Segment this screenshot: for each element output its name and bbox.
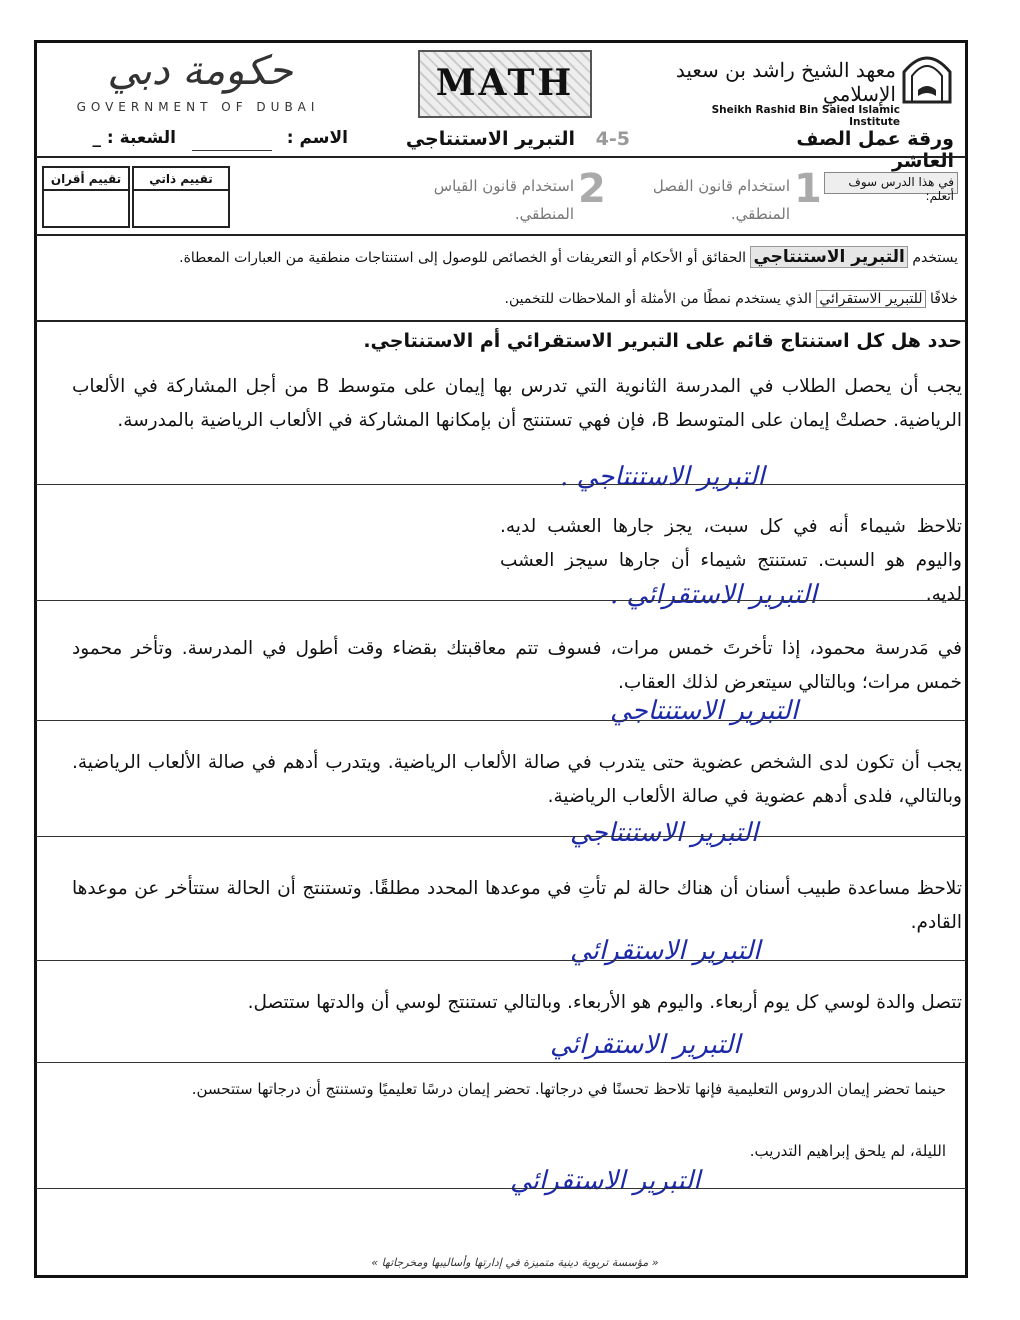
peer-assessment-box[interactable]: [42, 166, 130, 228]
answer-line-5: [36, 960, 966, 961]
peer-assessment-label: تقييم أقران: [44, 168, 128, 191]
question-3-answer[interactable]: التبرير الاستنتاجي: [610, 696, 799, 726]
intro-deductive: [46, 244, 958, 271]
mosque-emblem-icon: [900, 48, 954, 104]
question-1-answer[interactable]: التبرير الاستنتاجي .: [560, 462, 765, 492]
deductive-term: التبرير الاستنتاجي: [750, 246, 907, 268]
question-2-answer[interactable]: التبرير الاستقرائي .: [610, 580, 817, 610]
dubai-logo-arabic: حكومة دبي: [107, 48, 293, 94]
inductive-term: للتبرير الاستقرائي: [816, 290, 925, 308]
intro-inductive: [46, 286, 958, 312]
lesson-name: التبرير الاستنتاجي: [405, 128, 576, 150]
question-4-answer[interactable]: التبرير الاستنتاجي: [570, 818, 759, 848]
answer-line-6: [36, 1062, 966, 1063]
math-logo-text: MATH: [435, 62, 575, 104]
question-7-text: حينما تحضر إيمان الدروس التعليمية فإنها تلاحظ تحسنًا في درجاتها. تحضر إيمان درسًا تعليميًا وتستنتج أن درجاتها ستتحسن.: [191, 1080, 946, 1098]
answer-line-3: [36, 720, 966, 721]
question-7-answer[interactable]: التبرير الاستقرائي: [510, 1166, 701, 1196]
intro-inductive-start: خلافًا: [930, 291, 958, 307]
intro-deductive-end: الحقائق أو الأحكام أو التعريفات أو الخصائص للوصول إلى استنتاجات منطقية من العبارات المعطاة.: [179, 250, 747, 266]
question-7-extra: الليلة، لم يلحق إبراهيم التدريب.: [749, 1142, 946, 1160]
question-6-answer[interactable]: التبرير الاستقرائي: [550, 1030, 741, 1060]
objective-1-text: استخدام قانون الفصل المنطقي.: [652, 177, 790, 223]
institute-name-english: Sheikh Rashid Bin Saied Islamic Institute: [711, 104, 900, 128]
math-logo: [418, 50, 592, 118]
answer-line-2: [36, 600, 966, 601]
question-3-text: في مَدرسة محمود، إذا تأخرتَ خمس مرات، فسوف تتم معاقبتك بقضاء وقت أطول في المدرسة. وتأخر محمود خمس مرات؛ وبالتالي سيتعرض لذلك العقاب.: [72, 638, 962, 693]
lesson-title: [390, 128, 630, 150]
question-1-text: يجب أن يحصل الطلاب في المدرسة الثانوية التي تدرس بها إيمان على متوسط B من أجل المشاركة في الألعاب الرياضية. حصلتْ إيمان على المتوسط B، فإن فهي تستنتج أن بإمكانها المشاركة في الألعاب الرياضية بالمدرسة.: [72, 376, 962, 431]
question-6-text: تتصل والدة لوسي كل يوم أربعاء. واليوم هو الأربعاء. وبالتالي تستنتج لوسي أن والدتها ستتصل.: [247, 992, 962, 1013]
question-5-answer[interactable]: التبرير الاستقرائي: [570, 936, 761, 966]
institute-name-arabic: معهد الشيخ راشد بن سعيد الإسلامي: [675, 58, 896, 106]
intro-divider: [36, 320, 966, 322]
intro-inductive-end: الذي يستخدم نمطًا من الأمثلة أو الملاحظات للتخمين.: [504, 291, 812, 307]
objective-2-number: 2: [578, 166, 606, 212]
question-2-text: تلاحظ شيماء أنه في كل سبت، يجز جارها العشب لديه. واليوم هو السبت. تستنتج شيماء أن جارها سيجز العشب لديه.: [500, 516, 962, 605]
question-4-text: يجب أن تكون لدى الشخص عضوية حتى يتدرب في صالة الألعاب الرياضية. ويتدرب أدهم في صالة الألعاب الرياضية. وبالتالي، فلدى أدهم عضوية في صالة الألعاب الرياضية.: [72, 752, 962, 807]
worksheet-title: ورقة عمل الصف العاشر: [796, 128, 954, 172]
instruction: حدد هل كل استنتاج قائم على التبرير الاستقرائي أم الاستنتاجي.: [363, 330, 962, 352]
objective-2-text: استخدام قانون القياس المنطقي.: [433, 177, 574, 223]
answer-line-4: [36, 836, 966, 837]
answer-line-1: [36, 484, 966, 485]
intro-deductive-start: يستخدم: [912, 250, 958, 266]
self-assessment-box[interactable]: [132, 166, 230, 228]
name-blank-line[interactable]: [192, 150, 272, 151]
objective-1-number: 1: [794, 166, 822, 212]
objectives-divider: [36, 234, 966, 236]
section-field[interactable]: الشعبة : _: [92, 128, 176, 148]
question-5-text: تلاحظ مساعدة طبيب أسنان أن هناك حالة لم تأتِ في موعدها المحدد مطلقًا. وتستنتج أن الحالة ستتأخر عن موعدها القادم.: [72, 878, 962, 933]
self-assessment-label: تقييم ذاتي: [134, 168, 228, 191]
name-label: الاسم :: [286, 128, 348, 148]
title-divider: [36, 156, 966, 158]
answer-line-7: [36, 1188, 966, 1189]
dubai-logo-english: GOVERNMENT OF DUBAI: [76, 100, 320, 114]
footer-motto: « مؤسسة تربوية دينية متميزة في إدارتها وأساليبها ومخرجاتها »: [371, 1256, 659, 1269]
objectives-label: في هذا الدرس سوف أتعلم:: [824, 172, 958, 194]
name-field[interactable]: [240, 128, 348, 148]
lesson-number: 4-5: [595, 128, 630, 150]
